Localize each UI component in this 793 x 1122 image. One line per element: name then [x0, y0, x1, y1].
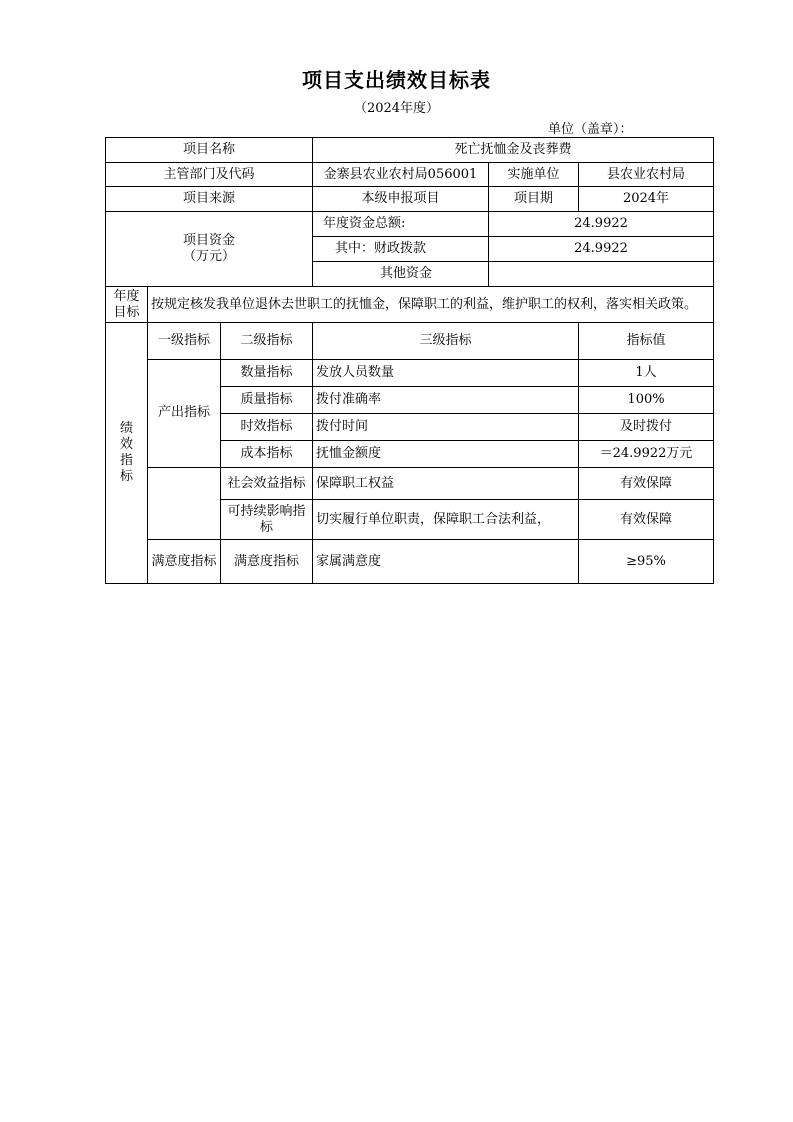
- row-annual-goal: [106, 287, 714, 323]
- department-value: 金寨县农业农村局056001: [313, 163, 489, 187]
- implementing-unit-label: 实施单位: [489, 163, 579, 187]
- department-label: 主管部门及代码: [106, 163, 313, 187]
- project-source-label: 项目来源: [106, 187, 313, 212]
- level3-cell: 拨付准确率: [313, 387, 579, 414]
- header-value: 指标值: [579, 323, 714, 360]
- project-name-label: 项目名称: [106, 138, 313, 163]
- row-department: [106, 163, 714, 187]
- value-cell: 有效保障: [579, 500, 714, 540]
- funds-total-value: 24.9922: [489, 212, 714, 237]
- value-cell: 有效保障: [579, 468, 714, 500]
- project-period-label: 项目期: [489, 187, 579, 212]
- value-cell: ＝24.9922万元: [579, 441, 714, 468]
- output-indicators-spacer: [148, 500, 221, 540]
- annual-goal-label: [106, 287, 148, 323]
- indicator-char: 效: [119, 437, 133, 452]
- satisfaction-level1: 满意度指标: [148, 540, 221, 584]
- fiscal-year: （2024年度）: [353, 101, 440, 116]
- funds-total-label: 年度资金总额:: [313, 212, 489, 237]
- satisfaction-value: ≥95%: [579, 540, 714, 584]
- value-cell: 及时拨付: [579, 414, 714, 441]
- project-source-value: 本级申报项目: [313, 187, 489, 212]
- performance-indicators-label: [106, 323, 148, 584]
- output-indicators-label: 产出指标: [148, 360, 221, 468]
- annual-goal-label-line2: 目标: [113, 304, 140, 320]
- header-level1: 一级指标: [148, 323, 221, 360]
- level2-cell: 可持续影响指标: [221, 500, 313, 540]
- page-title: 项目支出绩效目标表: [302, 68, 491, 92]
- row-source: [106, 187, 714, 212]
- level3-cell: 抚恤金额度: [313, 441, 579, 468]
- satisfaction-level2: 满意度指标: [221, 540, 313, 584]
- indicator-char: 绩: [119, 421, 133, 436]
- table-row: [106, 360, 714, 387]
- value-cell: 1人: [579, 360, 714, 387]
- project-period-value: 2024年: [579, 187, 714, 212]
- satisfaction-level3: 家属满意度: [313, 540, 579, 584]
- annual-goal-label-line1: 年度: [113, 288, 140, 304]
- row-funds-total: [106, 212, 714, 237]
- indicator-char: 指: [119, 453, 133, 468]
- output-indicators-spacer: [148, 468, 221, 500]
- table-row: [106, 468, 714, 500]
- table-row: [106, 500, 714, 540]
- level2-cell: 成本指标: [221, 441, 313, 468]
- level3-cell: 切实履行单位职责，保障职工合法利益，: [313, 500, 579, 540]
- value-cell: 100%: [579, 387, 714, 414]
- header-level3: 三级指标: [313, 323, 579, 360]
- funds-other-label: 其他资金: [313, 262, 489, 287]
- project-name-value: 死亡抚恤金及丧葬费: [313, 138, 714, 163]
- annual-goal-text: 按规定核发我单位退休去世职工的抚恤金，保障职工的利益，维护职工的权利，落实相关政策。: [148, 287, 714, 323]
- project-funds-label-line1: 项目资金: [182, 233, 235, 248]
- row-indicator-headers: [106, 323, 714, 360]
- funds-fiscal-label: 其中：财政拨款: [313, 237, 489, 262]
- level3-cell: 保障职工权益: [313, 468, 579, 500]
- project-funds-label-line2: （万元）: [182, 249, 235, 264]
- level2-cell: 数量指标: [221, 360, 313, 387]
- funds-other-value: [489, 262, 714, 287]
- level3-cell: 发放人员数量: [313, 360, 579, 387]
- funds-fiscal-value: 24.9922: [489, 237, 714, 262]
- level2-cell: 质量指标: [221, 387, 313, 414]
- indicator-char: 标: [119, 469, 133, 484]
- header-level2: 二级指标: [221, 323, 313, 360]
- project-funds-label: [106, 212, 313, 287]
- level3-cell: 拨付时间: [313, 414, 579, 441]
- unit-seal-label: 单位（盖章）：: [548, 122, 633, 137]
- row-project-name: [106, 138, 714, 163]
- row-satisfaction: [106, 540, 714, 584]
- level2-cell: 社会效益指标: [221, 468, 313, 500]
- performance-table: [105, 137, 714, 584]
- level2-cell: 时效指标: [221, 414, 313, 441]
- implementing-unit-value: 县农业农村局: [579, 163, 714, 187]
